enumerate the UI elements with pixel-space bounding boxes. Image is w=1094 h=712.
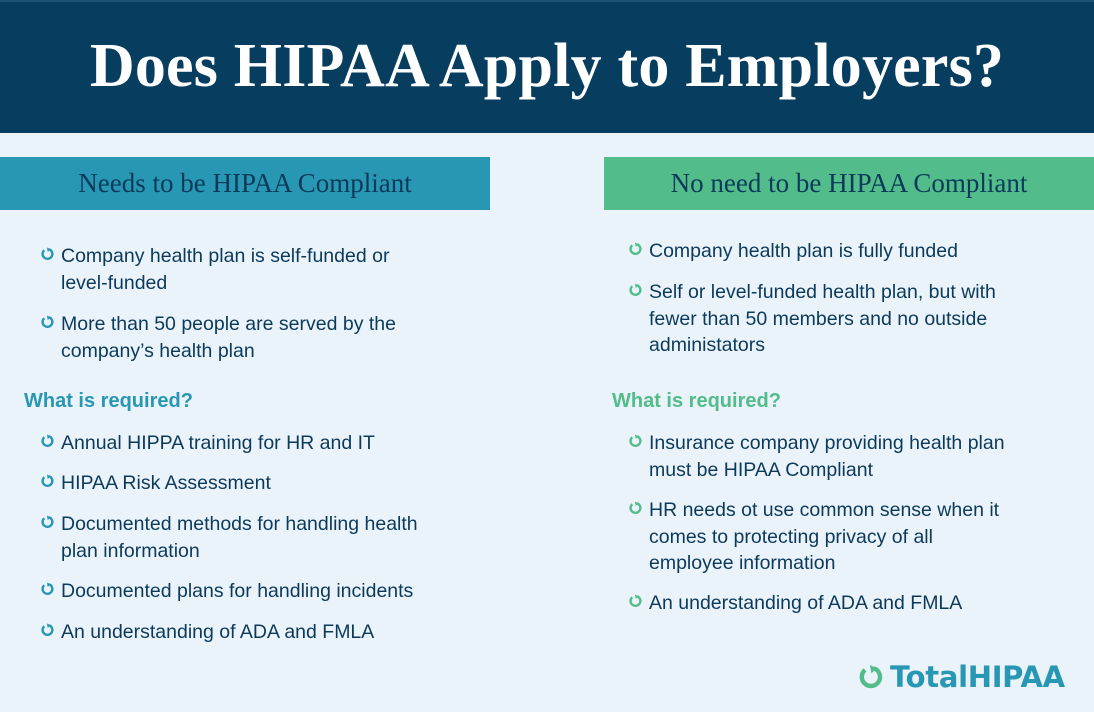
circular-arrow-icon [622, 279, 649, 297]
list-item [34, 470, 271, 497]
list-item [34, 430, 375, 457]
item-text: Self or level-funded health plan, but with [649, 281, 996, 303]
what-is-required-heading: What is required? [24, 390, 193, 412]
totalhipaa-logo [858, 660, 1065, 694]
item-text: HR needs ot use common sense when it [649, 499, 1000, 521]
circular-arrow-icon [622, 590, 649, 608]
circular-arrow-icon [622, 238, 649, 256]
item-text: Documented methods for handling health [61, 513, 418, 535]
item-text: company’s health plan [61, 339, 255, 362]
list-item [622, 590, 962, 617]
list-item [622, 497, 999, 577]
circular-arrow-icon [34, 619, 61, 637]
logo-text: TotalHIPAA [890, 660, 1065, 694]
item-text: Documented plans for handling incidents [61, 580, 414, 602]
page-title: Does HIPAA Apply to Employers? [89, 32, 1005, 100]
item-text: An understanding of ADA and FMLA [61, 621, 375, 643]
circular-arrow-icon [34, 578, 61, 596]
item-text: An understanding of ADA and FMLA [649, 592, 963, 614]
no-need-compliance-banner [604, 157, 1094, 210]
title-header [0, 0, 1094, 133]
circular-arrow-icon [622, 430, 649, 448]
item-text: HIPAA Risk Assessment [61, 472, 271, 494]
what-is-required-heading: What is required? [612, 390, 781, 412]
list-item [622, 238, 958, 265]
circular-arrow-icon [858, 664, 884, 690]
list-item [34, 243, 389, 296]
item-text: administators [649, 334, 765, 356]
circular-arrow-icon [34, 511, 61, 529]
item-text: fewer than 50 members and no outside [649, 307, 988, 330]
list-item [622, 430, 1005, 483]
item-text: Company health plan is fully funded [649, 240, 958, 262]
list-item [34, 511, 418, 564]
item-text: employee information [649, 552, 836, 574]
list-item [34, 578, 413, 605]
list-item [622, 279, 996, 359]
item-text: Company health plan is self-funded or [61, 245, 390, 267]
list-item [34, 619, 374, 646]
circular-arrow-icon [622, 497, 649, 515]
circular-arrow-icon [34, 430, 61, 448]
needs-compliance-banner [0, 157, 490, 210]
item-text: must be HIPAA Compliant [649, 458, 873, 481]
circular-arrow-icon [34, 311, 61, 329]
banner-label: Needs to be HIPAA Compliant [78, 168, 412, 198]
item-text: comes to protecting privacy of all [649, 525, 933, 548]
circular-arrow-icon [34, 243, 61, 261]
item-text: More than 50 people are served by the [61, 313, 396, 335]
list-item [34, 311, 396, 364]
circular-arrow-icon [34, 470, 61, 488]
item-text: Annual HIPPA training for HR and IT [61, 432, 375, 454]
item-text: Insurance company providing health plan [649, 432, 1005, 454]
item-text: level-funded [61, 271, 168, 294]
item-text: plan information [61, 539, 200, 562]
banner-label: No need to be HIPAA Compliant [670, 168, 1028, 198]
